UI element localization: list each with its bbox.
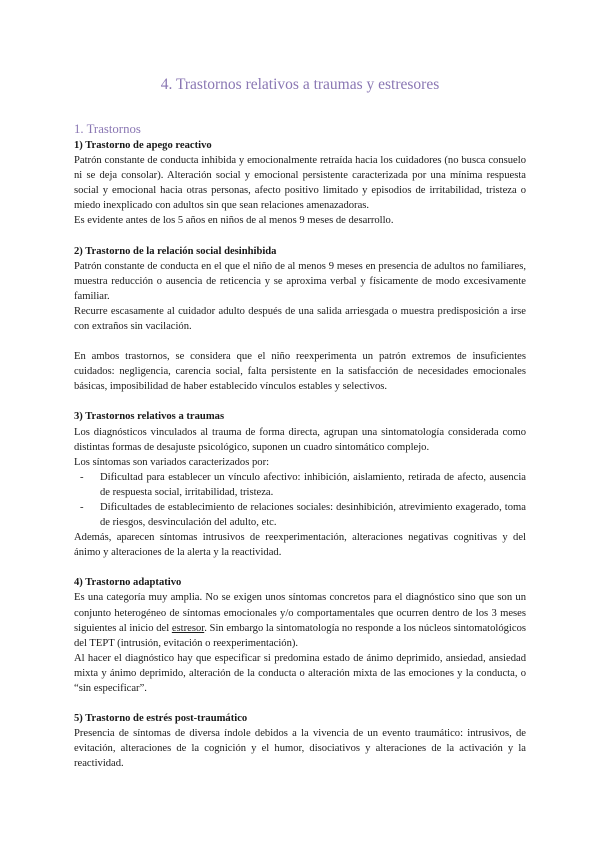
subheading-traumas: 3) Trastornos relativos a traumas <box>74 411 225 423</box>
section-title: 1. Trastornos <box>74 122 141 136</box>
section-estres-postraumatico <box>74 711 526 771</box>
paragraph: Es evidente antes de los 5 años en niños de al menos 9 meses de desarrollo. <box>74 215 394 227</box>
paragraph: Al hacer el diagnóstico hay que especificar si predomina estado de ánimo deprimido, ansiedad, ansiedad mixta y ánimo deprimido, alteración de la conducta o alteración mixta de las emociones y la conducta, o “sin especificar”. <box>74 652 526 694</box>
document-title: 4. Trastornos relativos a traumas y estresores <box>160 76 440 93</box>
section-trastornos-traumas <box>74 409 526 560</box>
paragraph: Presencia de síntomas de diversa índole debidos a la vivencia de un evento traumático: intrusivos, de evitación, alteraciones de la cognición y el humor, disociativos y alteraciones de la activación y la reactividad. <box>74 728 526 770</box>
subheading-apego-reactivo: 1) Trastorno de apego reactivo <box>74 140 212 151</box>
paragraph <box>74 590 526 650</box>
paragraph: Los diagnósticos vinculados al trauma de forma directa, agrupan una sintomatología considerada como distintas formas de desajuste psicológico, suponen un cuadro sintomático complejo. <box>74 426 526 453</box>
subheading-estres-postraumatico: 5) Trastorno de estrés post-traumático <box>74 713 248 725</box>
section-relacion-social-desinhibida <box>74 244 526 335</box>
underlined-term: estresor <box>171 622 205 634</box>
section-apego-reactivo <box>74 138 526 229</box>
paragraph: Patrón constante de conducta en el que el niño de al menos 9 meses en presencia de adultos no familiares, muestra reducción o ausencia de reticencia y se aproxima verbal y físicamente de modo excesivamente familiar. <box>74 260 526 302</box>
paragraph: Recurre escasamente al cuidador adulto después de una salida arriesgada o muestra predisposición a irse con extraños sin vacilación. <box>74 305 526 333</box>
text-run: Es una categoría muy amplia. No se exigen unos síntomas concretos para el diagnóstico sino que son un conjunto heterogéneo de síntomas emocionales y/o comportamentales que ocurren dentro de los 3 meses siguientes al inicio del <box>74 592 526 634</box>
list-item: - Dificultades de establecimiento de relaciones sociales: desinhibición, atrevimiento exagerado, toma de riesgos, desvinculación del adulto, etc. <box>100 500 526 530</box>
symptom-list <box>74 470 526 530</box>
paragraph: Patrón constante de conducta inhibida y emocionalmente retraída hacia los cuidadores (no busca consuelo ni se deja consolar). Alteración social y emocional persistente caracterizada por una mínima respuesta social y emocional hacia otras personas, afecto positivo limitado y episodios de irritabilidad, tristeza o miedo inexplicado con adultos sin que sean relaciones amenazadoras. <box>74 155 526 212</box>
subheading-adaptativo: 4) Trastorno adaptativo <box>74 577 182 589</box>
paragraph: Además, aparecen síntomas intrusivos de reexperimentación, alteraciones negativas cognitivas y del ánimo y alteraciones de la alerta y la reactividad. <box>74 532 526 559</box>
section-trastorno-adaptativo <box>74 575 526 696</box>
paragraph: Los síntomas son variados caracterizados por: <box>74 456 270 468</box>
document-body <box>74 121 526 771</box>
subheading-relacion-social: 2) Trastorno de la relación social desinhibida <box>74 245 277 257</box>
paragraph-ambos-trastornos: En ambos trastornos, se considera que el niño reexperimenta un patrón extremos de insuficientes cuidados: negligencia, carencia social, falta persistente en la satisfacción de necesidades emocionales básicas, imposibilidad de haber establecido vínculos estables y selectivos. <box>74 351 526 393</box>
text-run: . Sin embargo la sintomatología no responde a los núcleos sintomatológicos del TEPT (intrusión, evitación o reexperimentación). <box>74 622 526 649</box>
list-item: - Dificultad para establecer un vínculo afectivo: inhibición, aislamiento, retirada de afecto, ausencia de respuesta social, irritabilidad, tristeza. <box>100 470 526 500</box>
